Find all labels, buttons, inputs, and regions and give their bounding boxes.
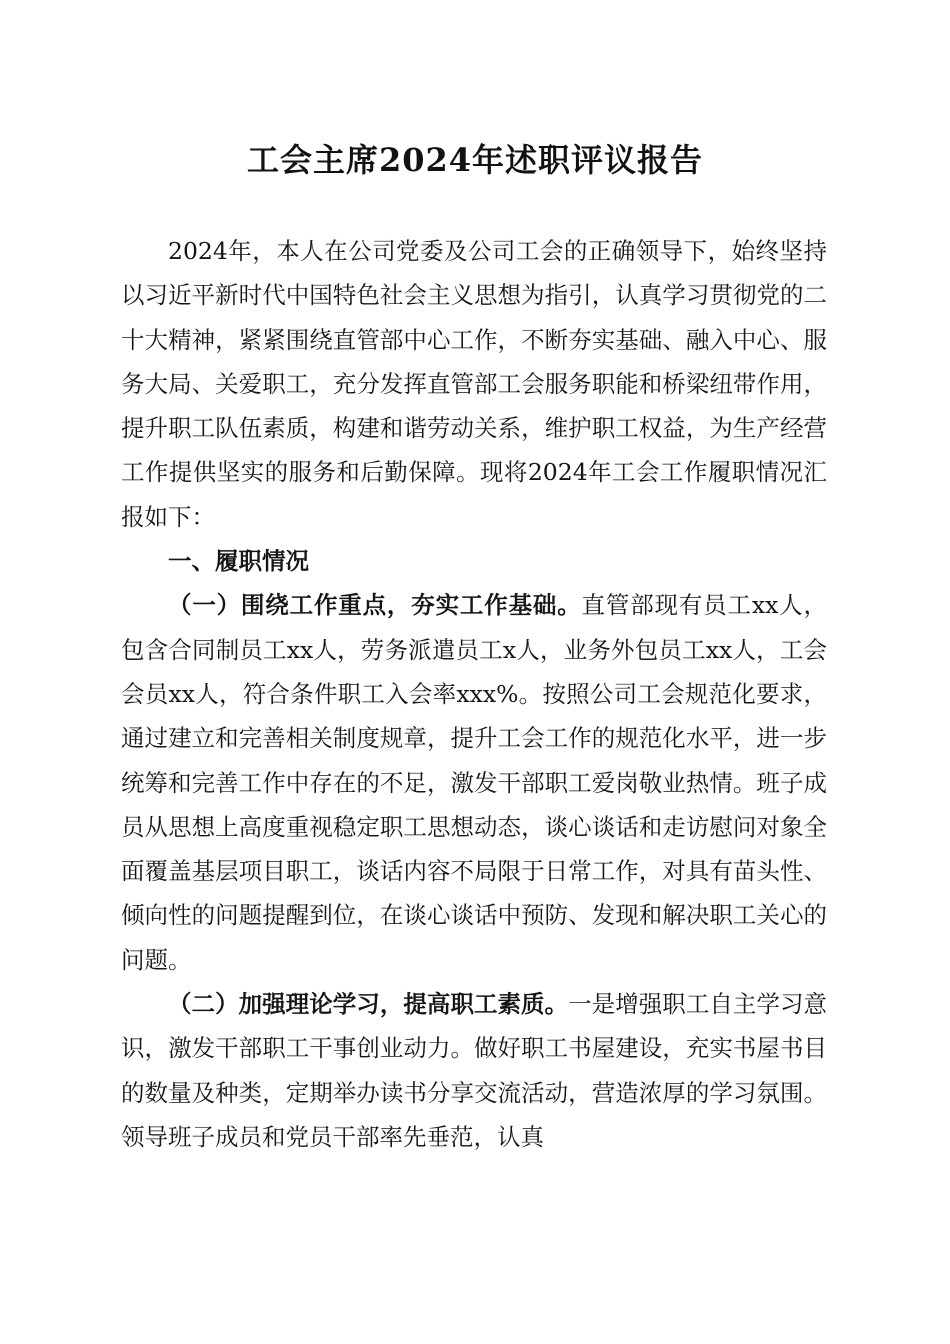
item-2-paragraph bbox=[121, 982, 827, 1159]
intro-paragraph: 2024年，本人在公司党委及公司工会的正确领导下，始终坚持以习近平新时代中国特色社会主义思想为指引，认真学习贯彻党的二十大精神，紧紧围绕直管部中心工作，不断夯实基础、融入中心、服务大局、关爱职工，充分发挥直管部工会服务职能和桥梁纽带作用，提升职工队伍素质，构建和谐劳动关系，维护职工权益，为生产经营工作提供坚实的服务和后勤保障。现将2024年工会工作履职情况汇报如下： bbox=[121, 237, 827, 531]
section-heading: 一、履职情况 bbox=[168, 547, 309, 576]
document-body bbox=[121, 229, 827, 1159]
document-title: 工会主席2024年述职评议报告 bbox=[246, 141, 704, 179]
item-1-heading: （一）围绕工作重点，夯实工作基础。 bbox=[168, 591, 582, 620]
item-1-paragraph bbox=[121, 583, 827, 982]
item-1-text: 直管部现有员工xx人，包含合同制员工xx人，劳务派遣员工x人，业务外包员工xx人，工会会员xx人，符合条件职工入会率xxx%。按照公司工会规范化要求，通过建立和完善相关制度规章，提升工会工作的规范化水平，进一步统筹和完善工作中存在的不足，激发干部职工爱岗敬业热情。班子成员从思想上高度重视稳定职工思想动态，谈心谈话和走访慰问对象全面覆盖基层项目职工，谈话内容不局限于日常工作，对具有苗头性、倾向性的问题提醒到位，在谈心谈话中预防、发现和解决职工关心的问题。 bbox=[121, 591, 827, 974]
item-2-text: 一是增强职工自主学习意识，激发干部职工干事创业动力。做好职工书屋建设，充实书屋书目的数量及种类，定期举办读书分享交流活动，营造浓厚的学习氛围。领导班子成员和党员干部率先垂范，认真 bbox=[121, 990, 828, 1151]
item-2-heading: （二）加强理论学习，提高职工素质。 bbox=[168, 990, 569, 1019]
